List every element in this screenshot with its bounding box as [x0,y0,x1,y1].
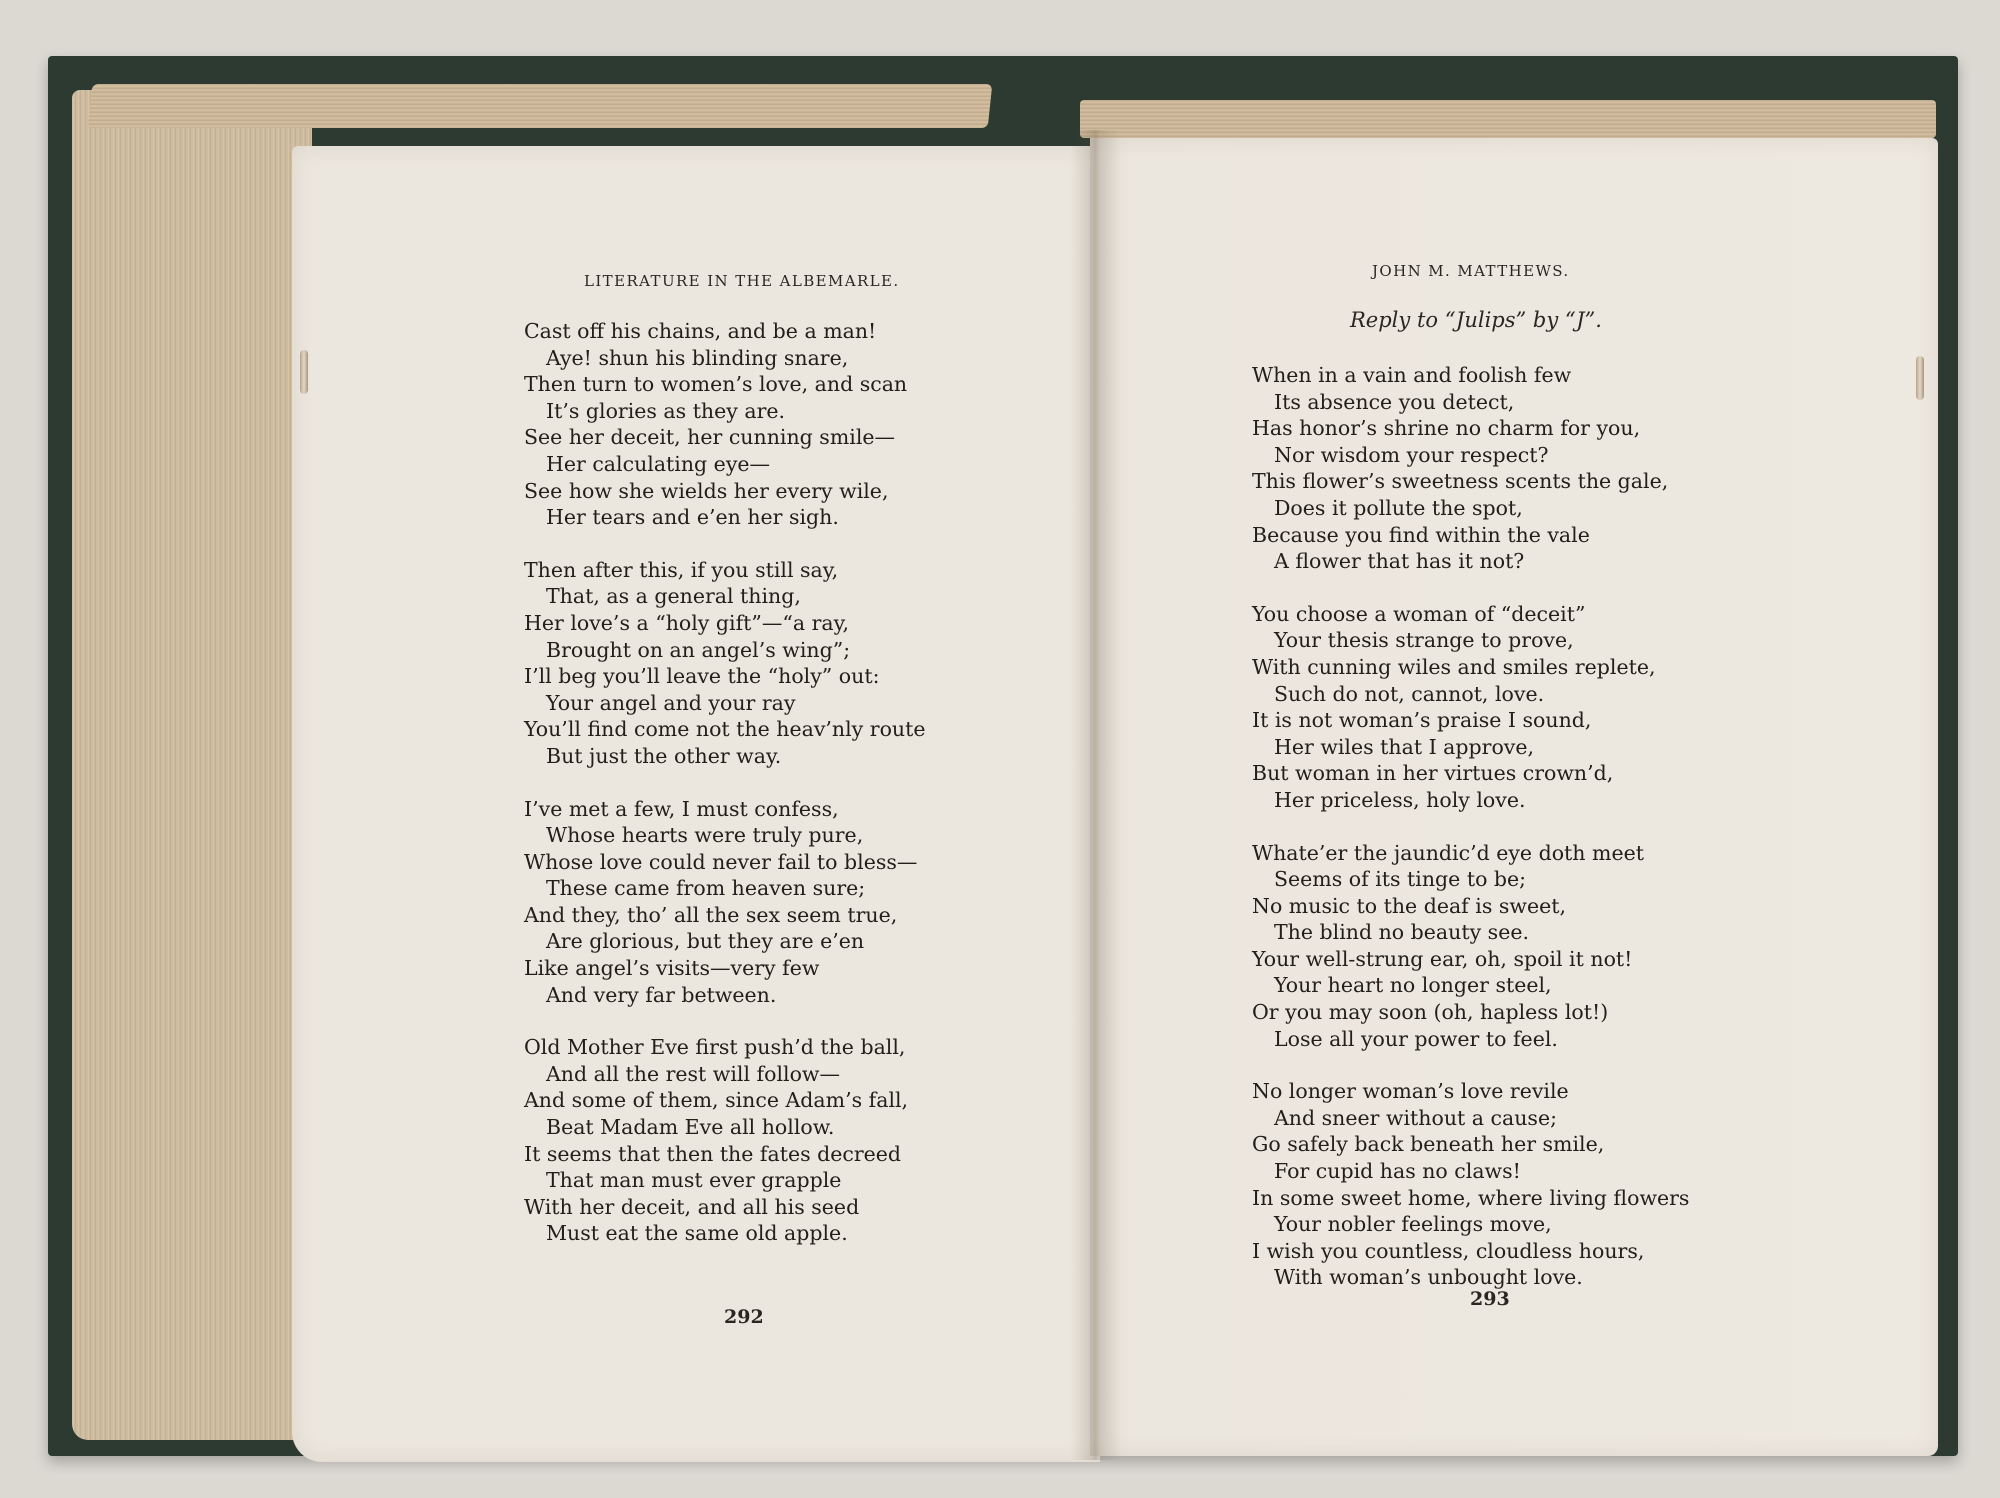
poem-line: Your well-strung ear, oh, spoil it not! [1252,946,1633,971]
poem-line: Such do not, cannot, love. [1274,681,1545,706]
poem-line: With woman’s unbought love. [1274,1265,1583,1290]
poem-line: With cunning wiles and smiles replete, [1252,654,1656,679]
poem-left [524,318,925,1273]
stanza [524,796,925,1009]
running-head-left: LITERATURE IN THE ALBEMARLE. [584,272,900,290]
poem-line: And very far between. [546,982,777,1007]
poem-line: Aye! shun his blinding snare, [546,345,849,370]
stanza [1252,840,1689,1053]
poem-line: Old Mother Eve first push’d the ball, [524,1035,906,1060]
poem-line: Are glorious, but they are e’en [546,929,865,954]
poem-line: Must eat the same old apple. [546,1221,848,1246]
poem-line: See her deceit, her cunning smile— [524,425,896,450]
poem-line: And some of them, since Adam’s fall, [524,1088,909,1113]
stanza [524,318,925,531]
poem-line: Your nobler feelings move, [1274,1212,1552,1237]
poem-title: Reply to “Julips” by “J”. [1350,308,1602,332]
poem-line: That, as a general thing, [546,584,801,609]
poem-line: When in a vain and foolish few [1252,363,1572,387]
poem-line: Has honor’s shrine no charm for you, [1252,416,1641,441]
page-edges-top-right [1080,100,1936,138]
poem-line: But woman in her virtues crown’d, [1252,761,1614,786]
poem-line: Her love’s a “holy gift”—“a ray, [524,610,850,635]
poem-line: Then turn to women’s love, and scan [524,372,908,397]
page-number-right: 293 [1470,1288,1510,1310]
poem-line: Whose hearts were truly pure, [546,823,864,848]
stanza [1252,601,1689,814]
poem-line: These came from heaven sure; [546,876,866,901]
poem-line: It is not woman’s praise I sound, [1252,708,1592,733]
poem-line: Seems of its tinge to be; [1274,867,1527,892]
poem-line: Does it pollute the spot, [1274,495,1523,520]
poem-line: But just the other way. [546,743,782,768]
stanza [524,1034,925,1247]
poem-line: Your thesis strange to prove, [1274,628,1574,653]
poem-line: Because you find within the vale [1252,522,1590,547]
poem-line: Brought on an angel’s wing”; [546,637,851,662]
page-notch-right [1916,356,1924,400]
book-gutter [1070,130,1120,1460]
poem-line: I wish you countless, cloudless hours, [1252,1238,1645,1263]
poem-line: I’ll beg you’ll leave the “holy” out: [524,664,880,689]
poem-line: You’ll find come not the heav’nly route [524,717,926,742]
page-notch-left [300,350,308,394]
poem-line: You choose a woman of “deceit” [1252,601,1586,626]
poem-line: See how she wields her every wile, [524,478,889,503]
poem-line: A flower that has it not? [1274,549,1525,574]
poem-line: No music to the deaf is sweet, [1252,893,1566,918]
poem-line: Its absence you detect, [1274,389,1515,414]
poem-line: Her calculating eye— [546,451,771,476]
poem-line: I’ve met a few, I must confess, [524,796,839,821]
poem-line: This flower’s sweetness scents the gale, [1252,469,1669,494]
poem-line: Go safely back beneath her smile, [1252,1132,1605,1157]
poem-line: Whate’er the jaundic’d eye doth meet [1252,840,1644,865]
poem-line: That man must ever grapple [546,1168,842,1193]
poem-line: Lose all your power to feel. [1274,1026,1558,1051]
stanza [1252,362,1689,575]
poem-line: Her wiles that I approve, [1274,734,1535,759]
page-number-left: 292 [724,1306,764,1328]
poem-line: For cupid has no claws! [1274,1159,1521,1184]
poem-line: Beat Madam Eve all hollow. [546,1115,835,1140]
poem-right [1252,362,1689,1317]
poem-line: It seems that then the fates decreed [524,1141,902,1166]
page-edges-top-left [88,84,993,128]
poem-line: No longer woman’s love revile [1252,1079,1569,1104]
poem-line: Whose love could never fail to bless— [524,849,918,874]
poem-line: In some sweet home, where living flowers [1252,1185,1690,1210]
page-edges-left [72,90,312,1440]
poem-line: Her priceless, holy love. [1274,787,1526,812]
poem-line: Your heart no longer steel, [1274,973,1552,998]
poem-line: Her tears and e’en her sigh. [546,505,839,530]
poem-line: The blind no beauty see. [1274,920,1529,945]
poem-line: Cast off his chains, and be a man! [524,319,877,343]
poem-line: And all the rest will follow— [546,1061,840,1086]
poem-line: Like angel’s visits—very few [524,956,820,981]
running-head-right: JOHN M. MATTHEWS. [1372,262,1570,280]
poem-line: With her deceit, and all his seed [524,1194,860,1219]
poem-line: Nor wisdom your respect? [1274,442,1549,467]
poem-line: And sneer without a cause; [1274,1105,1557,1130]
poem-line: Then after this, if you still say, [524,557,839,582]
poem-line: It’s glories as they are. [546,398,786,423]
poem-line: Your angel and your ray [546,690,796,715]
stanza [1252,1078,1689,1291]
poem-line: Or you may soon (oh, hapless lot!) [1252,1000,1609,1025]
stanza [524,557,925,770]
poem-line: And they, tho’ all the sex seem true, [524,902,898,927]
